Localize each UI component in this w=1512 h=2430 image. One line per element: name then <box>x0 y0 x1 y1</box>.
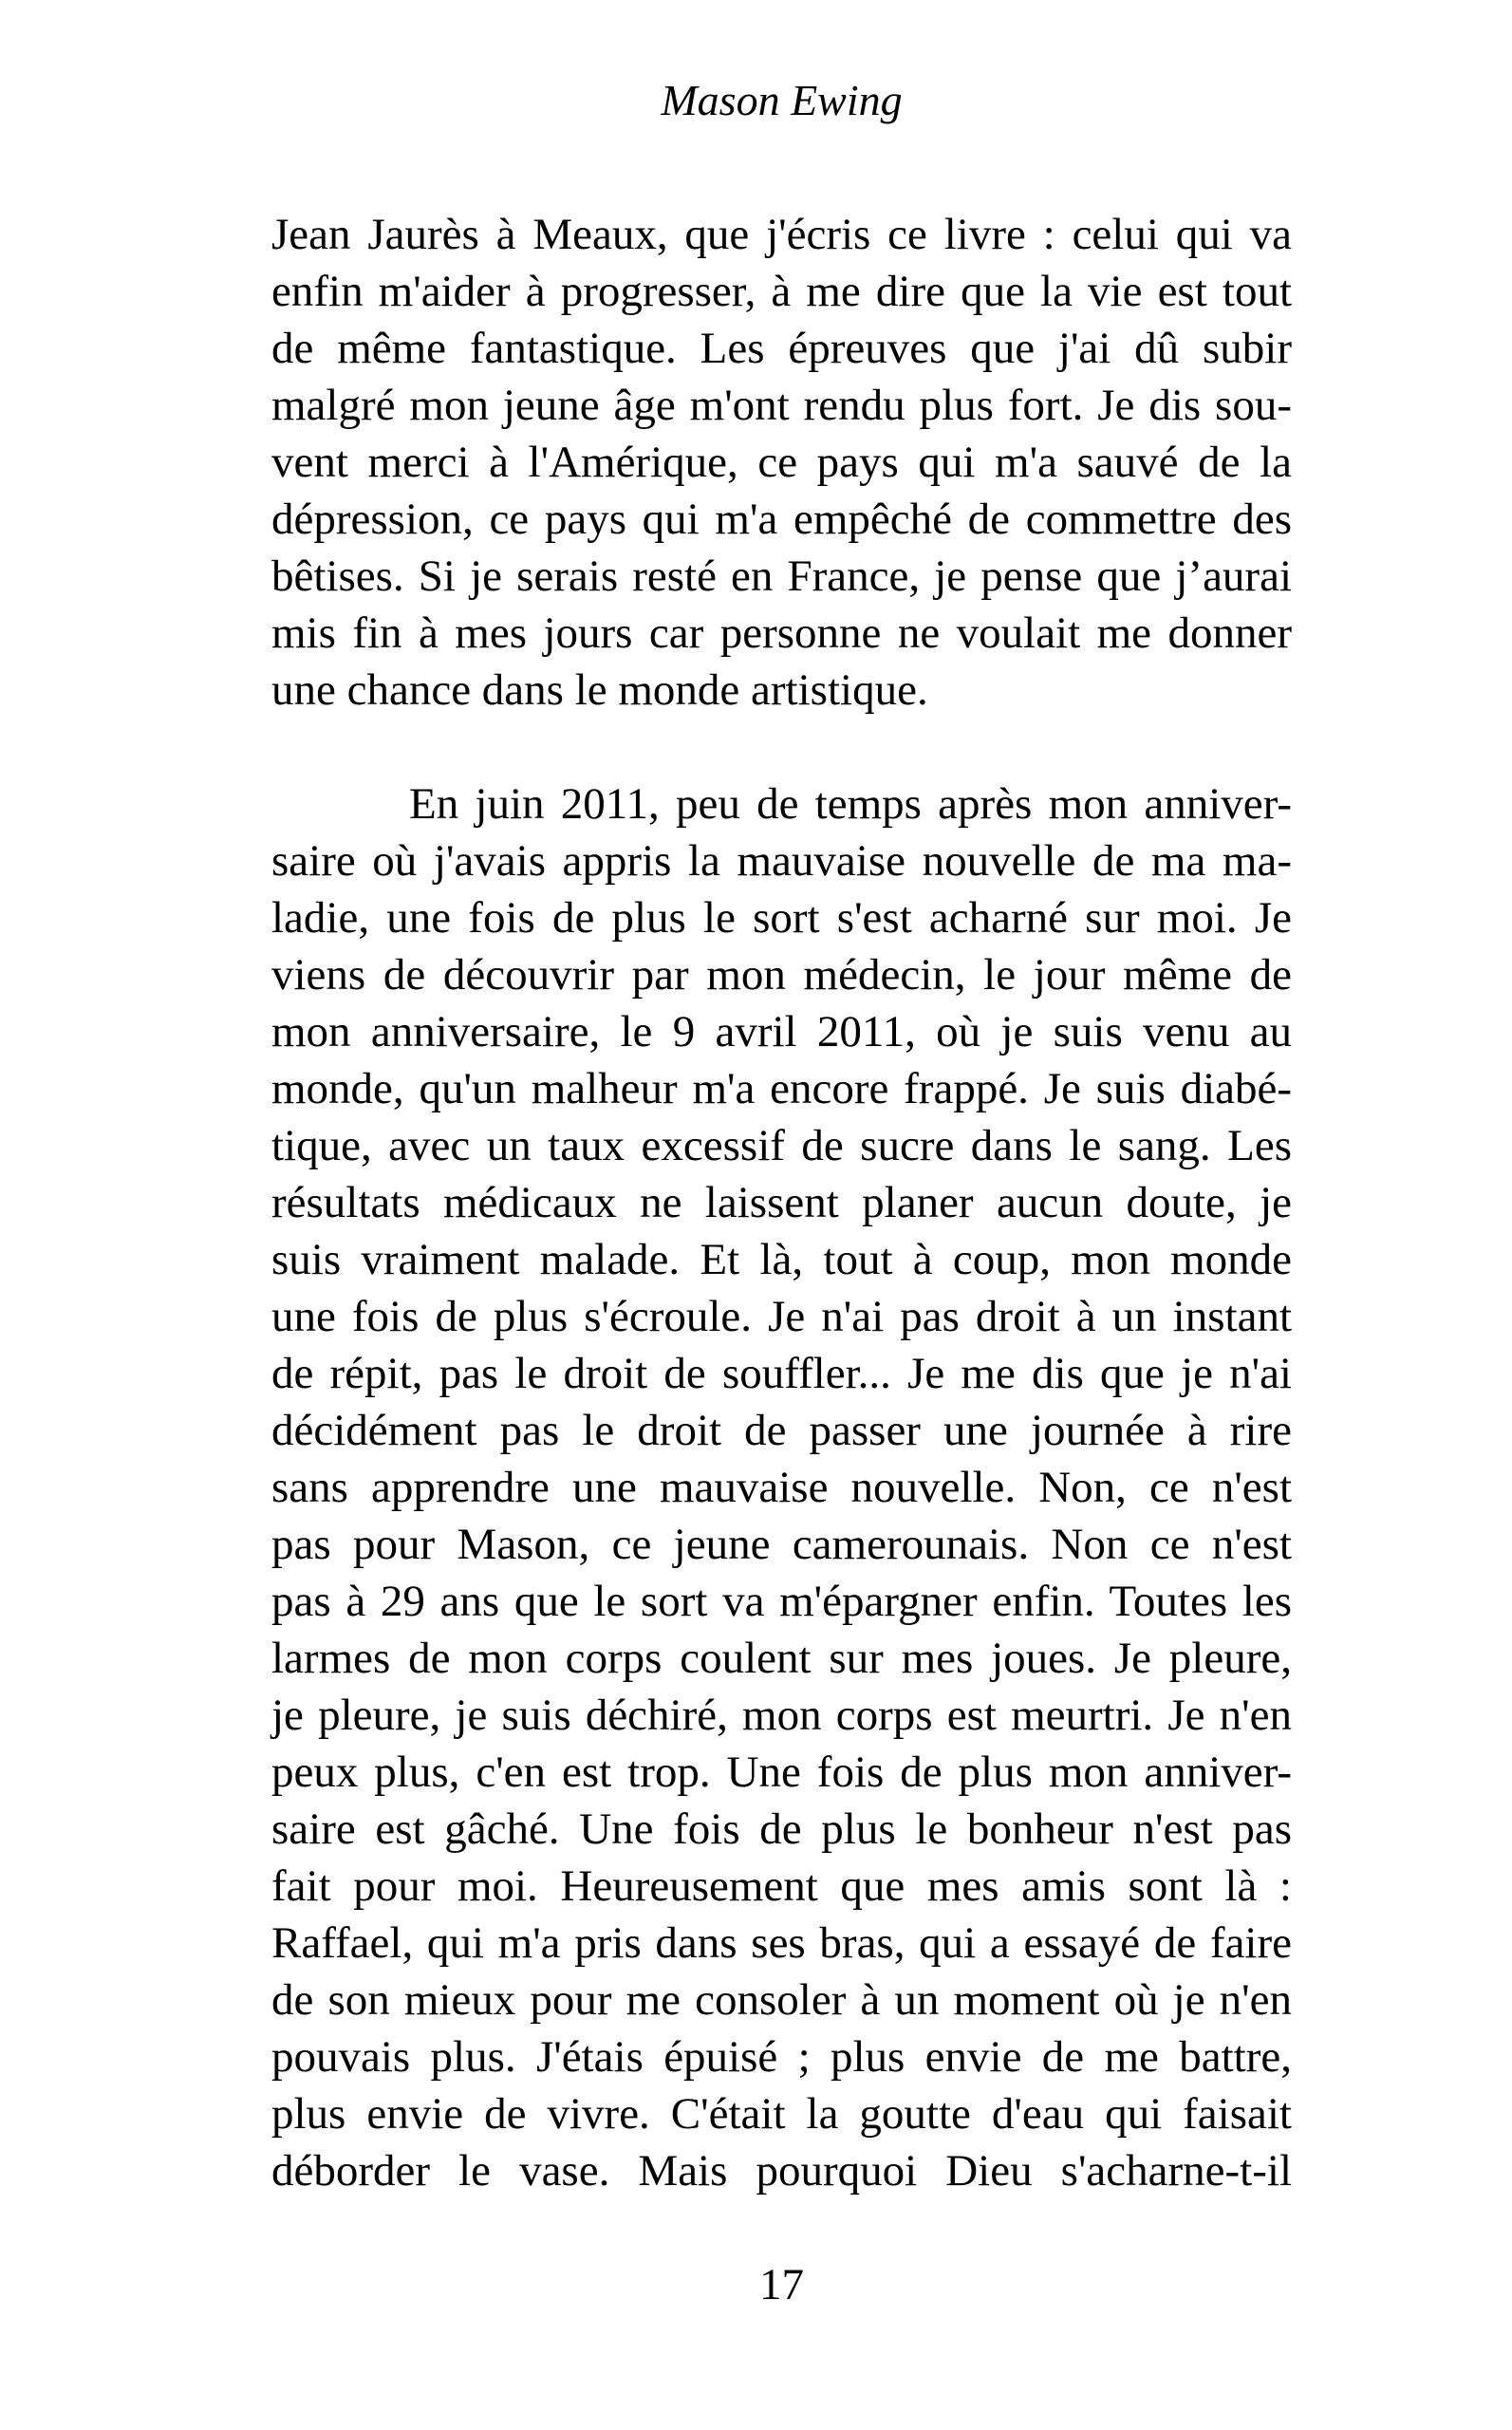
text-line: enfin m'aider à progresser, à me dire que la vie est tout <box>271 267 1292 316</box>
text-line: tique, avec un taux excessif de sucre dans le sang. Les <box>271 1121 1292 1170</box>
text-line: une chance dans le monde artistique. <box>271 665 928 715</box>
paragraph-gap <box>271 719 1292 776</box>
text-line: plus envie de vivre. C'était la goutte d'eau qui faisait <box>271 2089 1292 2139</box>
text-line: pouvais plus. J'étais épuisé ; plus envie de me battre, <box>271 2032 1292 2082</box>
paragraph-1 <box>271 206 1292 719</box>
text-line: pas à 29 ans que le sort va m'épargner enfin. Toutes les <box>271 1577 1292 1626</box>
text-line: dépression, ce pays qui m'a empêché de commettre des <box>271 495 1292 544</box>
text-line: déborder le vase. Mais pourquoi Dieu s'acharne-t-il <box>271 2146 1292 2196</box>
text-line: En juin 2011, peu de temps après mon anniver- <box>409 779 1292 829</box>
text-line: décidément pas le droit de passer une journée à rire <box>271 1406 1292 1455</box>
page-number: 17 <box>759 2260 804 2309</box>
text-line: bêtises. Si je serais resté en France, je pense que j’aurai <box>271 551 1292 601</box>
text-line: vent merci à l'Amérique, ce pays qui m'a sauvé de la <box>271 438 1292 487</box>
text-line: sans apprendre une mauvaise nouvelle. Non, ce n'est <box>271 1463 1292 1512</box>
text-line: fait pour moi. Heureusement que mes amis sont là : <box>271 1861 1292 1911</box>
paragraph-2 <box>271 776 1292 2199</box>
text-line: mis fin à mes jours car personne ne voulait me donner <box>271 608 1292 658</box>
running-head-author: Mason Ewing <box>661 76 903 124</box>
text-line: saire où j'avais appris la mauvaise nouvelle de ma ma- <box>271 836 1292 886</box>
text-line: viens de découvrir par mon médecin, le jour même de <box>271 950 1292 1000</box>
text-line: mon anniversaire, le 9 avril 2011, où je suis venu au <box>271 1007 1292 1056</box>
text-line: Raffael, qui m'a pris dans ses bras, qui a essayé de faire <box>271 1918 1292 1968</box>
text-line: résultats médicaux ne laissent planer aucun doute, je <box>271 1178 1292 1227</box>
text-line: de son mieux pour me consoler à un moment où je n'en <box>271 1975 1292 2025</box>
text-line: malgré mon jeune âge m'ont rendu plus fort. Je dis sou- <box>271 381 1292 430</box>
text-line: de même fantastique. Les épreuves que j'ai dû subir <box>271 324 1292 373</box>
text-line: larmes de mon corps coulent sur mes joues. Je pleure, <box>271 1634 1292 1683</box>
text-line: Jean Jaurès à Meaux, que j'écris ce livre : celui qui va <box>271 210 1292 259</box>
text-line: ladie, une fois de plus le sort s'est acharné sur moi. Je <box>271 893 1292 943</box>
text-line: peux plus, c'en est trop. Une fois de plus mon anniver- <box>271 1748 1292 1797</box>
text-line: suis vraiment malade. Et là, tout à coup, mon monde <box>271 1235 1292 1284</box>
text-line: je pleure, je suis déchiré, mon corps est meurtri. Je n'en <box>271 1691 1292 1740</box>
text-line: saire est gâché. Une fois de plus le bonheur n'est pas <box>271 1804 1292 1854</box>
text-line: pas pour Mason, ce jeune camerounais. Non ce n'est <box>271 1520 1292 1569</box>
body-text <box>271 206 1292 2199</box>
text-line: monde, qu'un malheur m'a encore frappé. Je suis diabé- <box>271 1064 1292 1113</box>
text-line: une fois de plus s'écroule. Je n'ai pas droit à un instant <box>271 1292 1292 1341</box>
text-line: de répit, pas le droit de souffler... Je me dis que je n'ai <box>271 1349 1292 1398</box>
